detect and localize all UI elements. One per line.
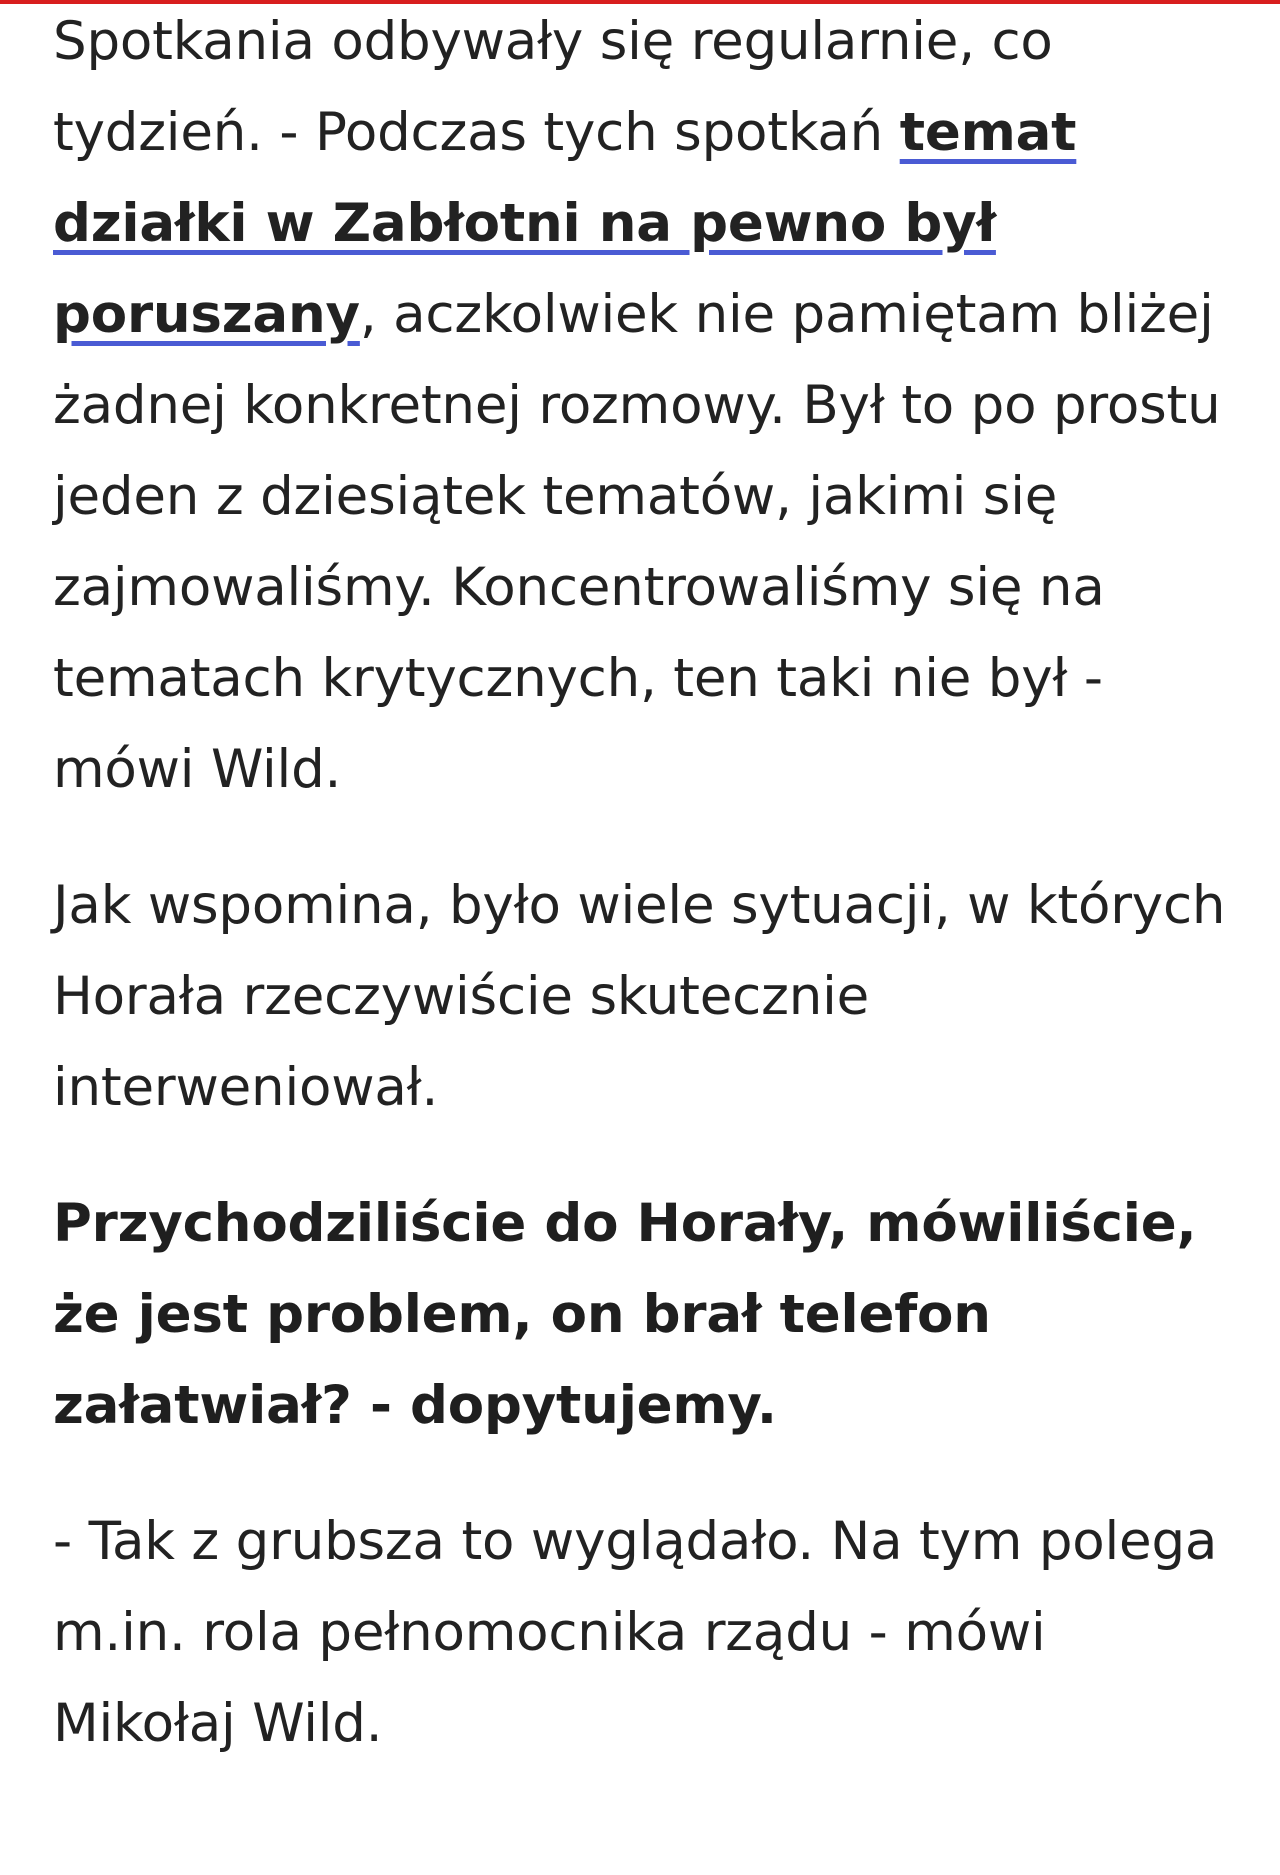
paragraph-text-before-link: Spotkania odbywały się regularnie, co tydzień. - Podczas tych spotkań	[53, 11, 1053, 163]
article-paragraph-interventions: Jak wspomina, było wiele sytuacji, w których Horała rzeczywiście skutecznie interweniował.	[53, 875, 1226, 1118]
paragraph-text-after-link: , aczkolwiek nie pamiętam bliżej żadnej konkretnej rozmowy. Był to po prostu jeden z dziesiątek tematów, jakimi się zajmowaliśmy. Koncentrowaliśmy się na tematach krytycznych, ten taki nie był - mówi Wild.	[53, 284, 1221, 800]
article-body	[53, 0, 1238, 1769]
article-paragraph-answer: - Tak z grubsza to wyglądało. Na tym polega m.in. rola pełnomocnika rządu - mówi Mikołaj Wild.	[53, 1511, 1218, 1754]
article-paragraph-meetings	[53, 0, 1238, 815]
article-link-zablotnia-plot[interactable]: temat działki w Zabłotni na pewno był poruszany	[53, 102, 1077, 345]
article-question: Przychodziliście do Horały, mówiliście, że jest problem, on brał telefon załatwiał? - dopytujemy.	[53, 1193, 1197, 1436]
